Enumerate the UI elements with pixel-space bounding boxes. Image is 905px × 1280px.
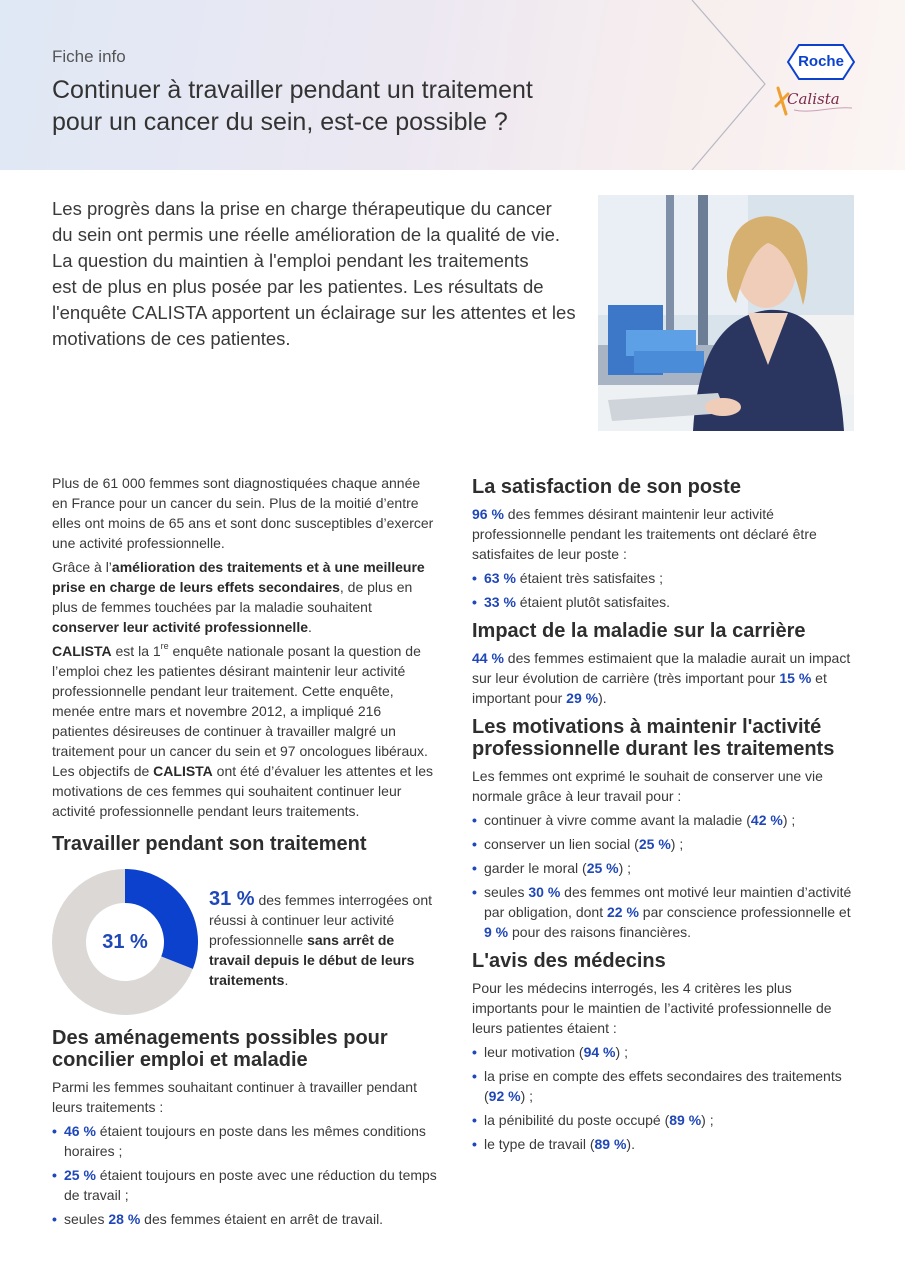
motivations-intro: Les femmes ont exprimé le souhait de conserver une vie normale grâce à leur travail pour : (472, 768, 823, 804)
text-fragment: est la 1 (111, 643, 161, 659)
text-fragment: ont été d’évaluer les attentes et les motivations de ces femmes qui souhaitent continuer leur activité professionnelle pendant leurs traitements. (52, 763, 434, 819)
heading-motivations: Les motivations à maintenir l'activité professionnelle durant les traitements (472, 716, 835, 760)
heading-impact: Impact de la maladie sur la carrière (472, 620, 806, 642)
left-column (52, 473, 437, 1233)
title-line-2: pour un cancer du sein, est-ce possible ? (52, 108, 508, 136)
percent-value: 46 % (64, 1123, 96, 1139)
right-column (472, 476, 857, 1158)
text-fragment: par conscience professionnelle et (638, 904, 851, 920)
paragraph-calista (52, 641, 437, 821)
title-line-1: Continuer à travailler pendant un traitement (52, 76, 533, 104)
intro-line: l'enquête CALISTA apportent un éclairage sur les attentes et les (52, 302, 576, 323)
text-fragment: des femmes étaient en arrêt de travail. (140, 1211, 384, 1227)
percent-value: 9 % (484, 924, 509, 940)
text-fragment: la pénibilité du poste occupé ( (484, 1112, 670, 1128)
paragraph-stats: Plus de 61 000 femmes sont diagnostiquées chaque année en France pour un cancer du sein. Plus de la moitié d’entre elles ont moins de 65 ans et sont donc susceptibles d’exercer une activité professionnelle. (52, 475, 434, 551)
page-title (52, 74, 612, 138)
woman-at-desk-photo (598, 195, 854, 431)
text-fragment: leur motivation ( (484, 1044, 584, 1060)
text-fragment: ) ; (520, 1088, 534, 1104)
intro-line: motivations de ces patientes. (52, 328, 291, 349)
text-fragment: Grâce à l’ (52, 559, 112, 575)
header-banner (0, 0, 905, 170)
list-item (52, 1121, 437, 1161)
text-fragment: des femmes désirant maintenir leur activité professionnelle pendant les traitements ont déclaré être satisfaites de leur poste : (472, 506, 817, 562)
text-fragment: , de plus en plus de femmes touchées par la maladie souhaitent (52, 579, 413, 615)
percent-value: 22 % (606, 904, 639, 920)
text-emphasis: CALISTA (153, 763, 213, 779)
amenagements-intro: Parmi les femmes souhaitant continuer à travailler pendant leurs traitements : (52, 1079, 417, 1115)
list-item (52, 1165, 437, 1205)
intro-line: La question du maintien à l'emploi pendant les traitements (52, 250, 529, 271)
text-fragment: étaient plutôt satisfaites. (515, 594, 671, 610)
heading-avis: L'avis des médecins (472, 950, 666, 972)
donut-description (209, 889, 439, 990)
percent-value: 63 % (484, 570, 516, 586)
percent-value: 89 % (594, 1136, 627, 1152)
text-fragment: seules (484, 884, 529, 900)
paragraph-traitements (52, 557, 437, 637)
list-item (472, 592, 857, 612)
text-fragment: étaient toujours en poste dans les mêmes conditions horaires ; (64, 1123, 426, 1159)
heading-satisfaction: La satisfaction de son poste (472, 476, 741, 498)
list-item (472, 834, 857, 854)
text-fragment: ) ; (701, 1112, 714, 1128)
text-fragment: la prise en compte des effets secondaires des traitements ( (484, 1068, 842, 1104)
satisfaction-text (472, 504, 857, 564)
calista-logo-text: Calista (787, 90, 840, 108)
percent-value: 30 % (528, 884, 561, 900)
text-fragment: des femmes interrogées ont réussi à continuer leur activité professionnelle (209, 892, 433, 948)
text-fragment: ). (626, 1136, 635, 1152)
impact-text (472, 648, 857, 708)
text-fragment: des femmes estimaient que la maladie aurait un impact sur leur évolution de carrière (très important pour (472, 650, 851, 686)
list-item (472, 568, 857, 588)
text-emphasis: sans arrêt de travail depuis le début de leurs traitements (209, 932, 415, 988)
percent-value: 15 % (779, 670, 812, 686)
text-fragment: . (308, 619, 312, 635)
text-fragment: enquête nationale posant la question de l’emploi chez les patientes désirant maintenir leur activité professionnelle pendant leur traitement. Cette enquête, menée entre mars et novembre 2012, a impliqué 216 patientes désireuses de continuer à travailler malgré un traitement pour un cancer du sein et 97 oncologues libéraux. Les objectifs de (52, 643, 428, 779)
text-fragment: ) ; (618, 860, 632, 876)
list-item (472, 858, 857, 878)
intro-line: du sein ont permis une réelle amélioration de la qualité de vie. (52, 224, 561, 245)
percent-value: 25 % (586, 860, 619, 876)
list-item (472, 882, 857, 942)
text-fragment: pour des raisons financières. (508, 924, 691, 940)
avis-intro: Pour les médecins interrogés, les 4 critères les plus importants pour le maintien de l’activité professionnelle de leurs patientes étaient : (472, 980, 832, 1036)
text-fragment: étaient très satisfaites ; (515, 570, 663, 586)
donut-highlight: 31 % (209, 888, 255, 910)
percent-value: 94 % (583, 1044, 616, 1060)
percent-value: 25 % (64, 1167, 96, 1183)
percent-value: 29 % (566, 690, 599, 706)
percent-value: 33 % (484, 594, 516, 610)
text-fragment: ) ; (615, 1044, 628, 1060)
text-fragment: . (284, 972, 289, 988)
donut-center-label: 31 % (102, 931, 148, 953)
list-item (52, 1209, 437, 1229)
intro-line: est de plus en plus posée par les patientes. Les résultats de (52, 276, 544, 297)
text-emphasis: conserver leur activité professionnelle (52, 619, 308, 635)
percent-value: 42 % (750, 812, 783, 828)
list-item (472, 1066, 857, 1106)
donut-chart-block (52, 869, 437, 1019)
text-fragment: ) ; (782, 812, 796, 828)
percent-value: 28 % (108, 1211, 141, 1227)
text-fragment: ) ; (670, 836, 684, 852)
kicker-label: Fiche info (52, 47, 126, 66)
text-fragment: des femmes ont motivé leur maintien d’activité par obligation, dont (484, 884, 852, 920)
text-fragment: et important pour (472, 670, 827, 706)
text-fragment: étaient toujours en poste avec une réduction du temps de travail ; (64, 1167, 437, 1203)
percent-value: 44 % (472, 650, 504, 666)
text-fragment: le type de travail ( (484, 1136, 595, 1152)
percent-value: 89 % (669, 1112, 702, 1128)
list-item (472, 1110, 857, 1130)
text-emphasis: amélioration des traitements et à une meilleure prise en charge de leurs effets secondaires (52, 559, 425, 595)
roche-logo-text: Roche (798, 53, 844, 70)
percent-value: 92 % (488, 1088, 521, 1104)
percent-value: 25 % (638, 836, 671, 852)
superscript: re (160, 641, 169, 652)
list-item (472, 810, 857, 830)
text-fragment: conserver un lien social ( (484, 836, 639, 852)
text-fragment: garder le moral ( (484, 860, 587, 876)
text-fragment: continuer à vivre comme avant la maladie ( (484, 812, 751, 828)
text-emphasis: CALISTA (52, 643, 112, 659)
text-fragment: seules (64, 1211, 109, 1227)
list-item (472, 1042, 857, 1062)
list-item (472, 1134, 857, 1154)
intro-line: Les progrès dans la prise en charge thérapeutique du cancer (52, 198, 552, 219)
percent-value: 96 % (472, 506, 504, 522)
intro-paragraph (52, 196, 587, 352)
heading-travailler: Travailler pendant son traitement (52, 833, 367, 855)
heading-amenagements: Des aménagements possibles pour concilier emploi et maladie (52, 1027, 388, 1071)
text-fragment: ). (598, 690, 607, 706)
